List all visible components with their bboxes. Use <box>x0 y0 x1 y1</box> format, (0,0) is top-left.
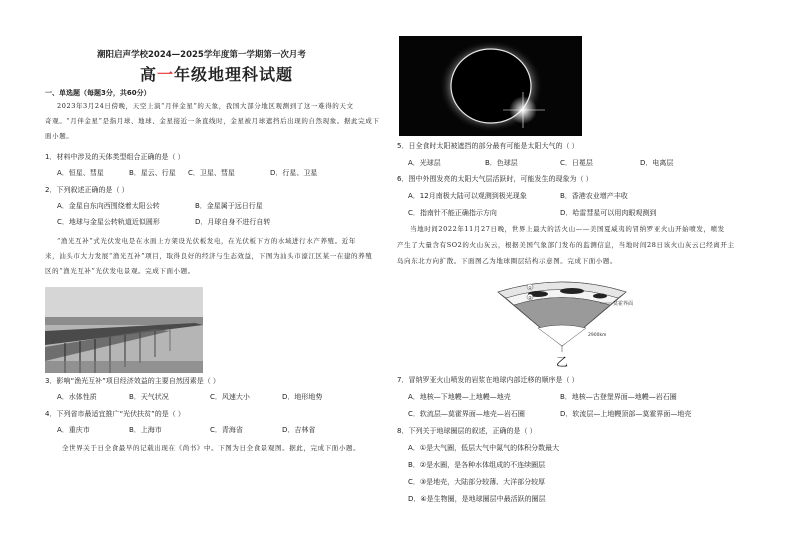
q6-option-a: A．12月南极大陆可以观测到极光现象 <box>408 192 527 200</box>
q7-option-b: B．地核—古登堡界面—地幔—岩石圈 <box>560 393 677 401</box>
solar-eclipse-image <box>399 36 582 136</box>
depth-label: 2900km <box>588 333 607 338</box>
passage4-line2: 产生了大量含有SO2的火山灰云，根据美国气象部门发布的监测信息，当地时间28日该火山灰云已经离开主 <box>397 241 735 249</box>
passage1-line1: 2023年3月24日傍晚，天空上演“月伴金星”的天象，我国大部分地区观测到了这一难得的天文 <box>57 102 354 110</box>
q4-option-d: D．吉林省 <box>282 426 316 434</box>
earth-layers-diagram <box>490 278 640 370</box>
core-layer <box>538 325 586 346</box>
title-suffix: 年级地理科试题 <box>174 65 294 84</box>
q1-option-a: A．恒星、彗星 <box>57 169 104 177</box>
label-circle-2: ② <box>528 295 532 300</box>
q3-option-b: B．天气状况 <box>129 393 169 401</box>
q3-stem: 3．影响“渔光互补”项目经济效益的主要自然因素是（ ） <box>45 377 220 385</box>
q5-option-a: A．光球层 <box>408 159 441 167</box>
passage2-line2: 来，汕头市大力发展“渔光互补”项目，取得良好的经济与生态效益，下图为汕头市濠江区某一在建的养殖 <box>45 252 373 260</box>
passage3-line1: 全世界关于日全食最早的记载出现在《尚书》中。下图为日全食景观图。据此，完成下面小题。 <box>62 444 361 452</box>
section-heading: 一、单选题（每题3分，共60分） <box>45 89 151 97</box>
passage2-line3: 区的“渔光互补”光伏发电景观。完成下面小题。 <box>45 267 195 275</box>
q2-option-c: C．地球与金星公转轨道近似圆形 <box>57 218 160 226</box>
school-header: 潮阳启声学校2024—2025学年度第一学期第一次月考 <box>97 50 306 60</box>
q4-option-b: B．上海市 <box>129 426 162 434</box>
q3-option-d: D．地形地势 <box>282 393 323 401</box>
q7-option-a: A．地核—下地幔—上地幔—地壳 <box>408 393 511 401</box>
q6-option-c: C．指南针不能正确指示方向 <box>408 209 497 217</box>
q7-stem: 7．冒纳罗亚火山喷发的岩浆在地球内部迁移的顺序是（ ） <box>397 376 579 384</box>
q8-option-b: B．②是水圈，是各种水体组成的不连续圈层 <box>408 461 546 469</box>
q8-option-d: D．④是生物圈，是地球圈层中最活跃的圈层 <box>408 495 546 503</box>
q2-stem: 2．下列叙述正确的是（ ） <box>45 186 129 194</box>
q6-stem: 6．图中外围发亮的太阳大气层活跃时，可能发生的现象为（ ） <box>397 175 593 183</box>
q7-option-c: C．软流层—莫霍界面—地壳—岩石圈 <box>408 410 525 418</box>
q5-option-b: B．色球层 <box>485 159 518 167</box>
q6-option-d: D．哈雷彗星可以用肉眼观测到 <box>560 209 657 217</box>
passage4-line1: 当地时间2022年11月27日晚，世界上最大的活火山——美国夏威夷的冒纳罗亚火山开始喷发，喷发 <box>410 225 725 233</box>
q2-option-a: A．金星自东向西围绕着太阳公转 <box>57 202 160 210</box>
q7-option-d: D．软流层—上地幔顶部—莫霍界面—地壳 <box>560 410 692 418</box>
title-prefix: 高 <box>140 65 158 84</box>
q1-stem: 1．材料中涉及的天体类型组合正确的是（ ） <box>45 153 185 161</box>
q1-option-c: C．卫星、彗星 <box>188 169 235 177</box>
q8-option-c: C．③是地壳，大陆部分较薄、大洋部分较厚 <box>408 478 546 486</box>
title-highlight: 一 <box>157 65 175 84</box>
q4-stem: 4．下列省市最适宜推广“光伏扶贫”的是（ ） <box>45 410 185 418</box>
passage1-line3: 面小题。 <box>45 132 74 140</box>
q5-option-c: C．日冕层 <box>560 159 593 167</box>
q2-option-d: D．月球自身不进行自转 <box>195 218 271 226</box>
q6-option-b: B．香港农业增产丰收 <box>560 192 628 200</box>
passage4-line3: 岛向东北方向扩散。下面图乙为地球圈层结构示意图。完成下面小题。 <box>397 257 618 265</box>
q1-option-d: D．行星、卫星 <box>270 169 318 177</box>
page-title <box>140 62 293 85</box>
q3-option-a: A．水体性质 <box>57 393 97 401</box>
label-circle-1: ① <box>528 285 532 290</box>
moho-label: 莫霍界面 <box>613 301 634 307</box>
q8-stem: 8．下列关于地球圈层的叙述，正确的是（ ） <box>397 427 537 435</box>
passage2-line1: “渔光互补”式光伏发电是在水面上方架设光伏板发电，在光伏板下方的水域进行水产养殖。近年 <box>57 237 356 245</box>
q5-option-d: D．电离层 <box>640 159 674 167</box>
fishery-solar-photo <box>45 287 203 373</box>
q4-option-a: A．重庆市 <box>57 426 90 434</box>
q5-stem: 5．日全食时太阳被遮挡的部分最有可能是太阳大气的（ ） <box>397 142 579 150</box>
q1-option-b: B．星云、行星 <box>129 169 176 177</box>
q8-option-a: A．①是大气圈，低层大气中氮气的体积分数最大 <box>408 444 560 452</box>
q3-option-c: C．风速大小 <box>210 393 250 401</box>
q2-option-b: B．金星属于远日行星 <box>195 202 263 210</box>
q4-option-c: C．青海省 <box>210 426 243 434</box>
figure-label: 乙 <box>556 355 569 369</box>
passage1-line2: 奇观。“月伴金星”是指月球、地球、金星接近一条直线时，金星被月球遮挡后出现的自然现象。据此完成下 <box>45 117 380 125</box>
